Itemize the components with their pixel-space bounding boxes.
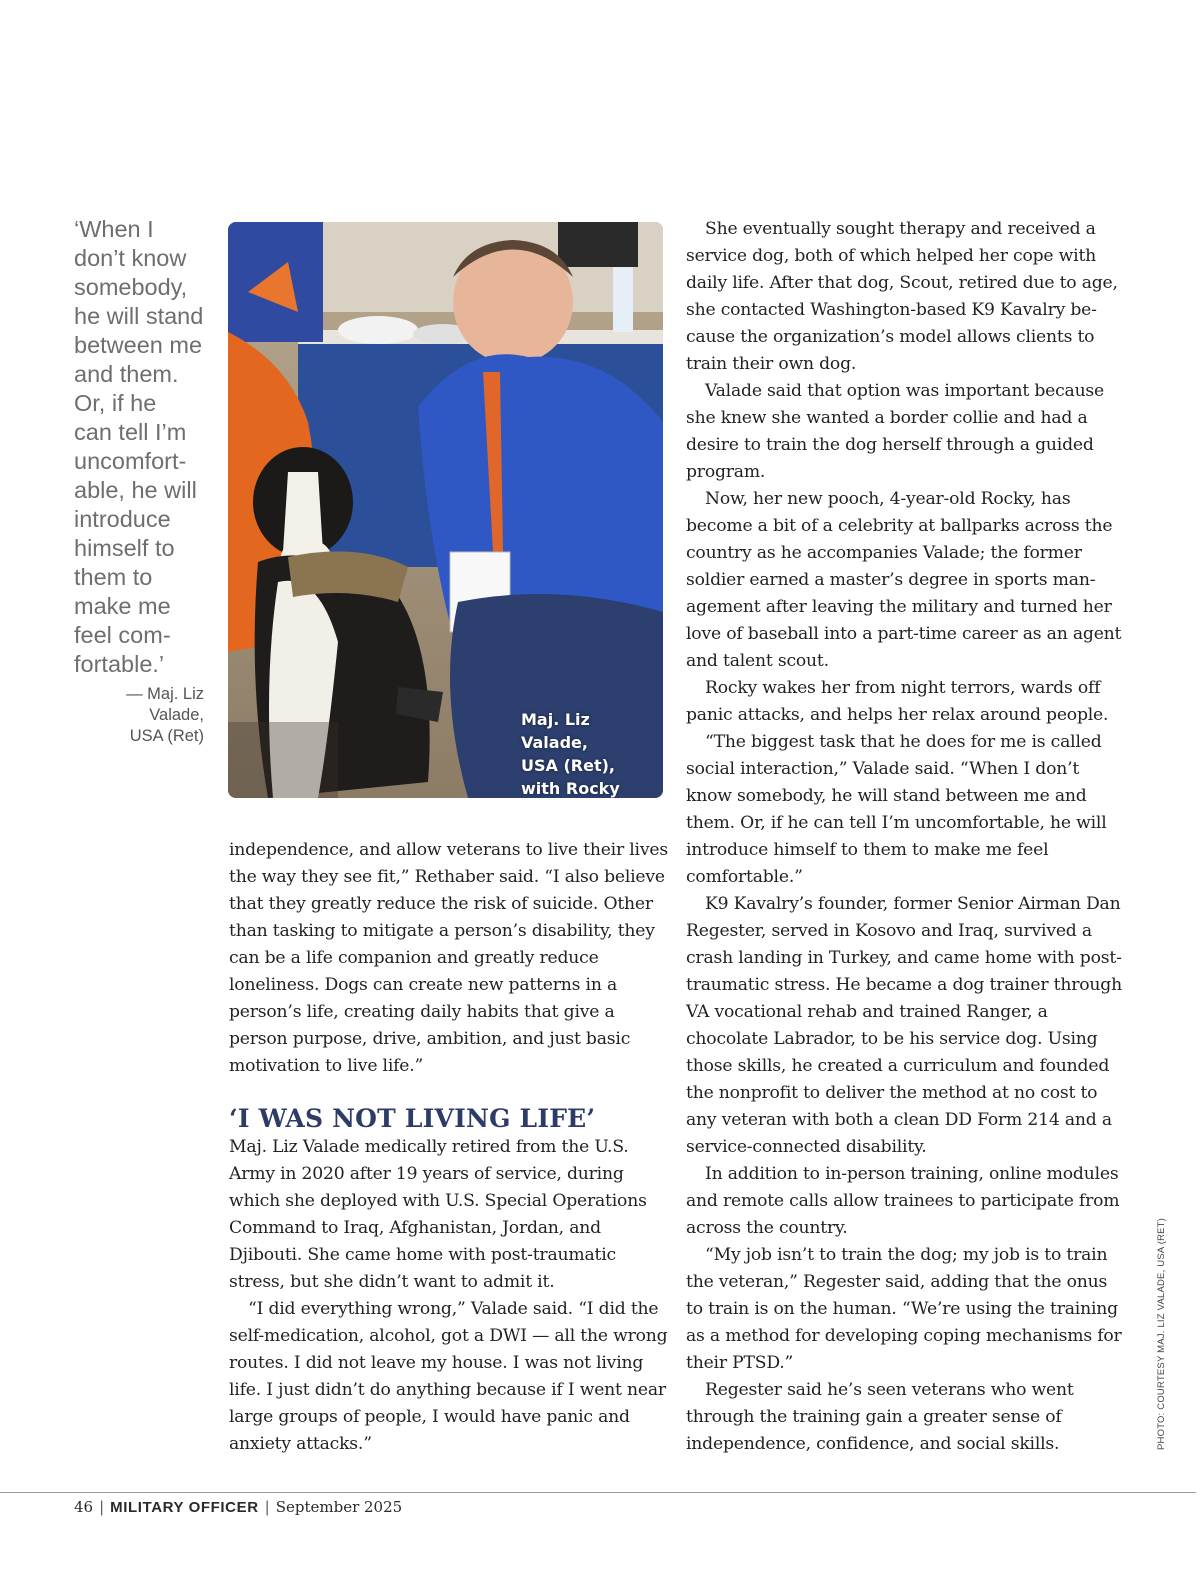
body-paragraph: Valade said that option was important because she knew she wanted a border collie and had a desire to train the dog herself through a guided program.	[686, 381, 1105, 482]
body-paragraph: Rocky wakes her from night terrors, wards off panic attacks, and helps her relax around people.	[686, 678, 1109, 725]
serving-bowl	[338, 316, 418, 344]
pull-quote-line: uncomfort-	[74, 448, 187, 474]
body-paragraph: “The biggest task that he does for me is called social interaction,” Valade said. “When I don’t know somebody, he will stand between me and them. Or, if he can tell I’m uncomfortable, he will introduce himself to them to make me feel comfortable.”	[686, 732, 1107, 887]
body-paragraph: Regester said he’s seen veterans who went through the training gain a greater sense of independence, confidence, and social skills.	[686, 1380, 1074, 1454]
pull-quote-line: fortable.’	[74, 651, 165, 677]
caption-line: Maj. Liz Valade,	[521, 710, 590, 752]
pull-quote-line: somebody,	[74, 274, 188, 300]
pull-quote-line: between me	[74, 332, 203, 358]
section-subhead: ‘I WAS NOT LIVING LIFE’	[229, 1104, 596, 1133]
body-paragraph: K9 Kavalry’s founder, former Senior Airman Dan Regester, served in Kosovo and Iraq, survived a crash landing in Turkey, and came home with post-traumatic stress. He became a dog trainer through VA vocational rehab and trained Ranger, a chocolate Labrador, to be his service dog. Using those skills, he created a curriculum and founded the nonprofit to deliver the method at no cost to any veteran with both a clean DD Form 214 and a service-connected disability.	[686, 894, 1122, 1157]
pull-quote-line: ‘When I	[74, 216, 154, 242]
floor-shadow	[228, 722, 338, 798]
caption-line: USA (Ret),	[521, 756, 615, 775]
pull-quote-line: them to	[74, 564, 153, 590]
pull-quote-line: and them.	[74, 361, 179, 387]
issue-date: September 2025	[275, 1498, 403, 1516]
pull-quote-line: he will stand	[74, 303, 204, 329]
left-column	[229, 837, 669, 1458]
right-column	[686, 216, 1126, 1458]
footer-separator: |	[264, 1498, 270, 1516]
page-number: 46	[74, 1498, 94, 1516]
pull-quote-line: himself to	[74, 535, 175, 561]
footer-separator: |	[99, 1498, 105, 1516]
body-paragraph: “I did everything wrong,” Valade said. “I did the self-medication, alcohol, got a DWI — all the wrong routes. I did not leave my house. I was not living life. I just didn’t do anything because if I went near large groups of people, I would have panic and anxiety attacks.”	[229, 1299, 668, 1454]
pull-quote-line: introduce	[74, 506, 171, 532]
body-paragraph: Now, her new pooch, 4-year-old Rocky, has become a bit of a celebrity at ballparks across the country as he accompanies Valade; the former soldier earned a master’s degree in sports management after leaving the military and turned her love of baseball into a part-time career as an agent and talent scout.	[686, 489, 1122, 671]
photo-credit: PHOTO: COURTESY MAJ. LIZ VALADE, USA (RET)	[1156, 1217, 1167, 1450]
body-paragraph: independence, and allow veterans to live their lives the way they see fit,” Rethaber said. “I also believe that they greatly reduce the risk of suicide. Other than tasking to mitigate a person’s disability, they can be a life companion and greatly reduce loneliness. Dogs can create new patterns in a person’s life, creating daily habits that give a person purpose, drive, ambition, and just basic motivation to live life.”	[229, 840, 668, 1076]
body-paragraph: She eventually sought therapy and received a service dog, both of which helped her cope with daily life. After that dog, Scout, retired due to age, she contacted Washington-based K9 Kavalry because the organization’s model allows clients to train their own dog.	[686, 219, 1118, 374]
page-footer	[74, 1498, 402, 1516]
caption-line: with Rocky	[521, 779, 620, 798]
magazine-name: MILITARY OFFICER	[110, 1498, 259, 1516]
pull-quote-line: able, he will	[74, 477, 197, 503]
attribution-line: — Maj. Liz	[126, 685, 204, 703]
article-photo	[228, 222, 663, 798]
body-paragraph: In addition to in-person training, online modules and remote calls allow trainees to participate from across the country.	[686, 1164, 1120, 1238]
bottle	[613, 262, 633, 332]
attribution-line: Valade,	[149, 706, 204, 724]
body-paragraph: “My job isn’t to train the dog; my job is to train the veteran,” Regester said, adding that the onus to train is on the human. “We’re using the training as a method for developing coping mechanisms for their PTSD.”	[686, 1245, 1122, 1373]
pull-quote-line: don’t know	[74, 245, 187, 271]
photo-caption	[521, 708, 656, 798]
footer-rule	[0, 1492, 1196, 1493]
pull-quote-line: Or, if he	[74, 390, 157, 416]
pull-quote-line: make me	[74, 593, 171, 619]
pull-quote-attribution	[74, 684, 204, 747]
pull-quote	[74, 215, 214, 679]
pull-quote-line: feel com-	[74, 622, 171, 648]
background-person	[558, 222, 638, 267]
attribution-line: USA (Ret)	[129, 727, 204, 745]
pull-quote-line: can tell I’m	[74, 419, 187, 445]
body-paragraph: Maj. Liz Valade medically retired from the U.S. Army in 2020 after 19 years of service, during which she deployed with U.S. Special Operations Command to Iraq, Afghanistan, Jordan, and Djibouti. She came home with post-traumatic stress, but she didn’t want to admit it.	[229, 1137, 647, 1292]
